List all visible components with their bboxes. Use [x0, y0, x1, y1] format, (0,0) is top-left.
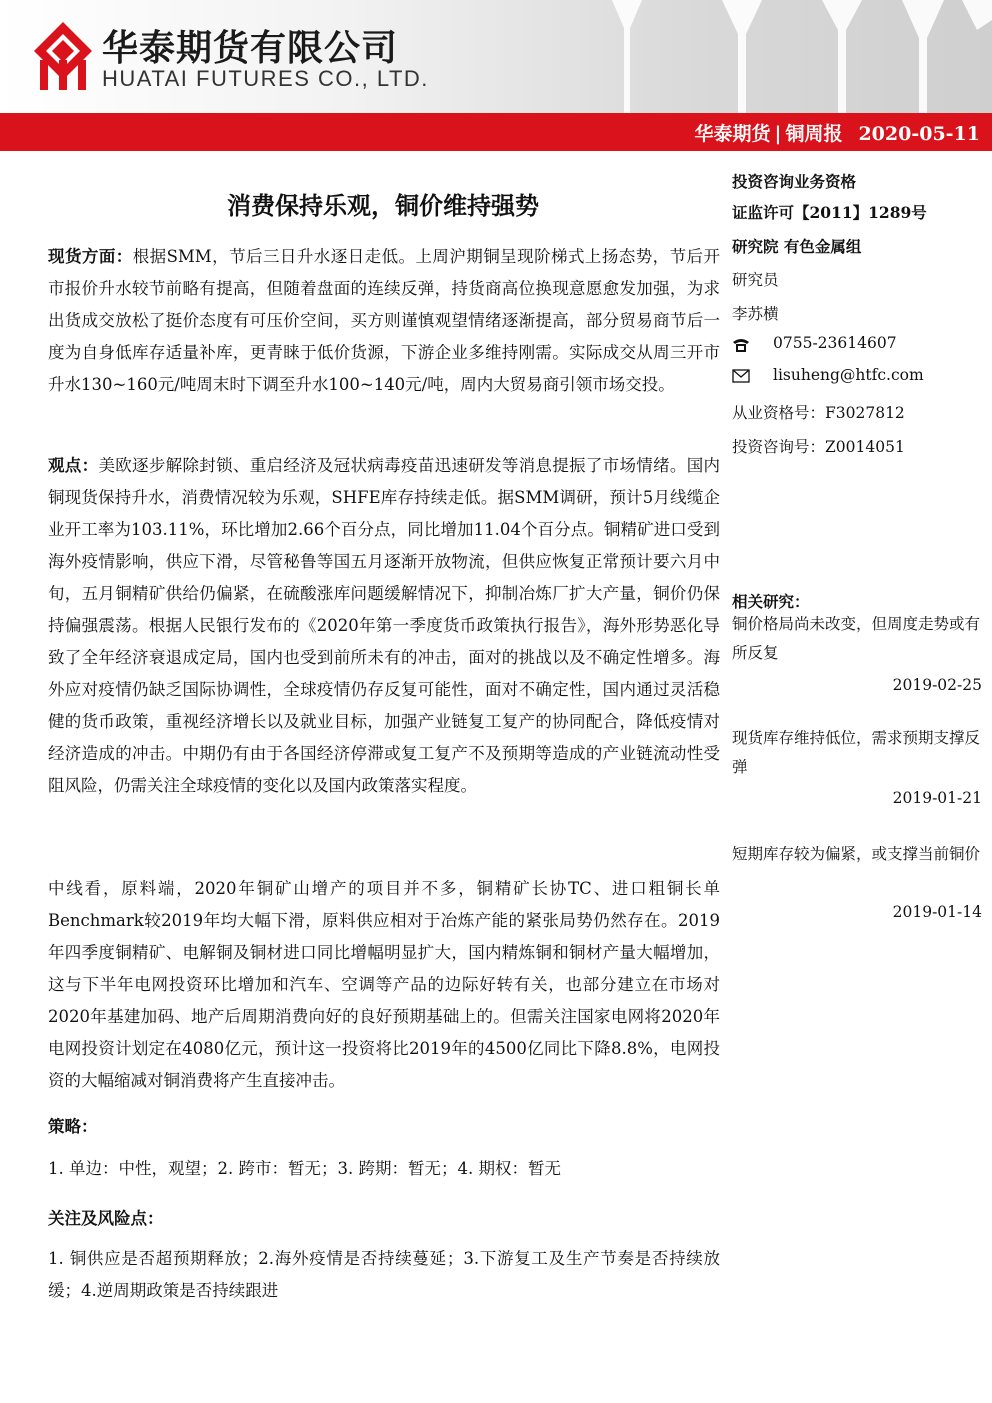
- report-date: 2020-05-11: [858, 123, 980, 145]
- report-bar: [0, 113, 992, 151]
- company-name-cn: 华泰期货有限公司: [102, 28, 399, 69]
- huatai-logo-icon: [32, 20, 94, 92]
- license-number: 证监许可【2011】1289号: [732, 203, 927, 222]
- spot-label: 现货方面：: [48, 247, 133, 266]
- view-label: 观点：: [48, 456, 99, 475]
- analyst-name: 李苏横: [732, 305, 779, 323]
- related-item-date: 2019-02-25: [892, 676, 982, 694]
- article-title: 消费保持乐观，铜价维持强势: [227, 191, 539, 220]
- related-item-date: 2019-01-21: [892, 789, 982, 807]
- report-meta: 华泰期货 | 铜周报 2020-05-11: [694, 123, 980, 145]
- related-item-title[interactable]: 铜价格局尚未改变，但周度走势或有所反复: [732, 615, 981, 662]
- practice-number: 从业资格号：F3027812: [732, 404, 905, 422]
- spot-paragraph: [48, 241, 720, 401]
- related-item-date: 2019-01-14: [892, 903, 982, 921]
- risk-heading: 关注及风险点：: [48, 1209, 164, 1228]
- related-research-heading: 相关研究：: [732, 592, 810, 611]
- midline-paragraph: 中线看，原料端，2020年铜矿山增产的项目并不多，铜精矿长协TC、进口粗铜长单Benchmark较2019年均大幅下滑，原料供应相对于冶炼产能的紧张局势仍然存在。2019年四季度铜精矿、电解铜及铜材进口同比增幅明显扩大，国内精炼铜和铜材产量大幅增加，这与下半年电网投资环比增加和汽车、空调等产品的边际好转有关，也部分建立在市场对2020年基建加码、地产后周期消费向好的良好预期基础上的。但需关注国家电网将2020年电网投资计划定在4080亿元，预计这一投资将比2019年的4500亿同比下降8.8%，电网投资的大幅缩减对铜消费将产生直接冲击。: [48, 879, 720, 1090]
- related-item-title[interactable]: 现货库存维持低位，需求预期支撑反弹: [732, 729, 981, 776]
- decorative-pattern: [572, 0, 992, 113]
- header-banner: [0, 0, 992, 113]
- strategy-heading: 策略：: [48, 1117, 98, 1136]
- analyst-role: 研究员: [732, 271, 779, 289]
- report-brand: 华泰期货: [694, 123, 771, 145]
- email-address[interactable]: lisuheng@htfc.com: [773, 366, 924, 384]
- report-type: 铜周报: [785, 123, 843, 145]
- strategy-text: 1. 单边：中性，观望；2. 跨市：暂无；3. 跨期：暂无；4. 期权：暂无: [48, 1159, 561, 1178]
- consult-number: 投资咨询号：Z0014051: [732, 438, 905, 456]
- related-item-title[interactable]: 短期库存较为偏紧，或支撑当前铜价: [732, 845, 981, 863]
- company-name-en: HUATAI FUTURES CO., LTD.: [102, 66, 429, 91]
- institute: 研究院 有色金属组: [732, 237, 862, 256]
- view-paragraph: [48, 450, 720, 802]
- spot-text: 根据SMM，节后三日升水逐日走低。上周沪期铜呈现阶梯式上扬态势，节后开市报价升水较节前略有提高，但随着盘面的连续反弹，持货商高位换现意愿愈发加强，为求出货成交放松了挺价态度有可压价空间，买方则谨慎观望情绪逐渐提高，部分贸易商节后一度为自身低库存适量补库，更青睐于低价货源，下游企业多维持刚需。实际成交从周三开市升水130~160元/吨周末时下调至升水100~140元/吨，周内大贸易商引领市场交投。: [48, 247, 721, 394]
- phone-icon: [732, 337, 750, 353]
- email-icon: [732, 368, 750, 384]
- phone-number: 0755-23614607: [773, 334, 897, 352]
- qualification: 投资咨询业务资格: [732, 172, 857, 191]
- risk-text: 1. 铜供应是否超预期释放；2.海外疫情是否持续蔓延；3.下游复工及生产节奏是否持续放缓；4.逆周期政策是否持续跟进: [48, 1249, 720, 1300]
- view-text: 美欧逐步解除封锁、重启经济及冠状病毒疫苗迅速研发等消息提振了市场情绪。国内铜现货保持升水，消费情况较为乐观，SHFE库存持续走低。据SMM调研，预计5月线缆企业开工率为103.11%，环比增加2.66个百分点，同比增加11.04个百分点。铜精矿进口受到海外疫情影响，供应下滑，尽管秘鲁等国五月逐渐开放物流，但供应恢复正常预计要六月中旬，五月铜精矿供给仍偏紧，在硫酸涨库问题缓解情况下，抑制冶炼厂扩大产量，铜价仍保持偏强震荡。根据人民银行发布的《2020年第一季度货币政策执行报告》，海外形势恶化导致了全年经济衰退成定局，国内也受到前所未有的冲击，面对的挑战以及不确定性增多。海外应对疫情仍缺乏国际协调性，全球疫情仍存反复可能性，面对不确定性，国内通过灵活稳健的货币政策，重视经济增长以及就业目标，加强产业链复工复产的协同配合，降低疫情对经济造成的冲击。中期仍有由于各国经济停滞或复工复产不及预期等造成的产业链流动性受阻风险，仍需关注全球疫情的变化以及国内政策落实程度。: [48, 456, 721, 795]
